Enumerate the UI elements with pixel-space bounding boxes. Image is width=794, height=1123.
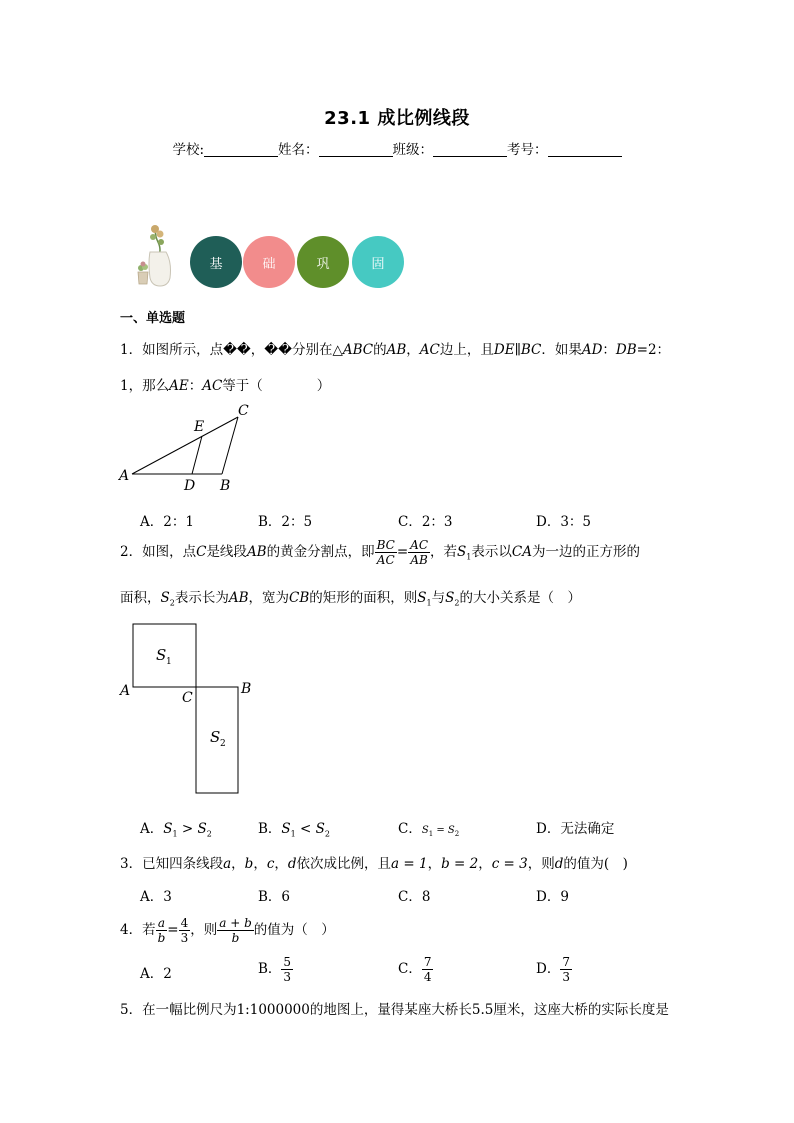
- q2-f1-den: AC: [376, 553, 395, 567]
- q3-text-d: 的值为( ): [563, 856, 628, 872]
- q2-text-c: 的黄金分割点，即: [266, 544, 375, 560]
- school-blank[interactable]: [204, 142, 278, 157]
- q2-text-h: 表示长为: [174, 590, 229, 606]
- q3-c-val: c = 3: [491, 856, 528, 872]
- q2-golden-section-figure: [116, 618, 266, 800]
- q2-text-k: 与: [431, 590, 446, 606]
- badge-gong-label: 巩: [316, 256, 330, 272]
- q3-option-d[interactable]: D．9: [536, 889, 569, 905]
- badge-gu: [352, 236, 404, 288]
- q1-option-c[interactable]: C．2：3: [398, 514, 453, 530]
- q5-line: 5．在一幅比例尺为1:1000000的地图上，量得某座大桥长5.5厘米，这座大桥的实际长度是: [120, 1002, 669, 1018]
- q2-option-c[interactable]: [398, 817, 459, 838]
- q2-option-b[interactable]: [258, 817, 330, 839]
- q2-equals: =: [396, 544, 409, 560]
- q1-option-b[interactable]: B．2：5: [258, 514, 313, 530]
- q4-f-num: a: [156, 916, 168, 931]
- q2-opt-b-op: <: [295, 821, 316, 837]
- q2-cb: CB: [289, 590, 310, 606]
- badge-chu: [243, 236, 295, 288]
- q2-text-b: 是线段: [206, 544, 247, 560]
- q2-opt-b-r: S: [315, 821, 325, 837]
- q4-equals: =: [167, 922, 179, 938]
- q1-comma: ，: [406, 342, 420, 358]
- q3-b: b: [244, 856, 254, 872]
- q4-opt-b-num: 5: [283, 955, 292, 969]
- q1-text-a: 1．如图所示，点��，��分别在: [120, 342, 333, 358]
- fig2-s1-label: S: [156, 646, 167, 664]
- q3-sep-5: ，: [478, 856, 492, 872]
- q1-text-b: 的: [373, 342, 387, 358]
- q1-option-a[interactable]: A．2：1: [140, 514, 194, 530]
- fig1-label-a: A: [119, 468, 130, 484]
- q2-s1: S: [457, 544, 467, 560]
- badge-gu-label: 固: [371, 256, 385, 272]
- name-blank[interactable]: [319, 142, 393, 157]
- number-label: 考号：: [507, 142, 548, 158]
- q2-s1-b: S: [417, 590, 427, 606]
- q3-option-c[interactable]: C．8: [398, 889, 431, 905]
- q2-text-i: ，宽为: [248, 590, 290, 606]
- fig1-label-c: C: [238, 403, 249, 419]
- fig2-s1-sub: 1: [166, 657, 172, 667]
- q2-f1-num: BC: [376, 538, 395, 552]
- q3-sep-4: ，: [427, 856, 442, 872]
- q1-option-d[interactable]: D．3：5: [536, 514, 592, 530]
- q4-opt-d-frac: [560, 955, 572, 984]
- q1-de: DE: [493, 342, 515, 358]
- fig2-label-b: B: [241, 681, 252, 697]
- q2-opt-b-prefix: B．: [258, 821, 282, 837]
- q2-ca: CA: [511, 544, 532, 560]
- fig2-s2-sub: 2: [220, 739, 226, 749]
- q2-opt-c-rs: 2: [454, 830, 460, 838]
- q2-s2-sub: 2: [169, 598, 175, 608]
- q2-text-g: 面积，: [120, 590, 161, 606]
- q2-opt-c-prefix: C．: [398, 821, 422, 837]
- q1-ac-2: AC: [202, 378, 223, 394]
- q2-text-f: 为一边的正方形的: [531, 544, 640, 560]
- q2-text-a: 2．如图，点: [120, 544, 197, 560]
- section-heading: 一、单选题: [120, 311, 186, 326]
- q3-d-2: d: [554, 856, 564, 872]
- q2-option-d[interactable]: D．无法确定: [536, 821, 615, 837]
- q4-opt-d-prefix: D．: [536, 961, 561, 977]
- q1-colon-2: ：: [188, 378, 203, 394]
- q4-opt-c-prefix: C．: [398, 961, 422, 977]
- q4-opt-d-num: 7: [562, 955, 570, 969]
- q4-opt-c-num: 7: [423, 955, 432, 969]
- q4-fraction-a-b: [156, 916, 168, 945]
- q1-colon: ：: [602, 342, 616, 358]
- q2-c: C: [196, 544, 207, 560]
- q3-sep-2: ，: [253, 856, 267, 872]
- q4-opt-d-den: 3: [562, 970, 570, 984]
- fig2-label-c: C: [182, 690, 193, 706]
- q3-d: d: [287, 856, 297, 872]
- fig2-label-a: A: [120, 683, 131, 699]
- q4-fraction-4-3: [179, 916, 191, 945]
- q2-opt-a-l: S: [163, 821, 173, 837]
- q2-opt-a-ls: 1: [172, 829, 178, 839]
- q3-c: c: [266, 856, 275, 872]
- number-blank[interactable]: [548, 142, 622, 157]
- badge-chu-label: 础: [262, 256, 276, 272]
- q4-opt-b-den: 3: [283, 970, 292, 984]
- q4-text-b: ，则: [190, 922, 218, 938]
- q1-ac-1: AC: [419, 342, 440, 358]
- page-title: 23.1 成比例线段: [324, 108, 470, 129]
- q2-fraction-ac-ab: [408, 538, 430, 567]
- q1-parallel: ∥: [514, 342, 521, 358]
- q1-ae: AE: [169, 378, 189, 394]
- fig1-label-d: D: [184, 478, 196, 494]
- fig1-label-b: B: [220, 478, 231, 494]
- q2-fraction-bc-ac: [375, 538, 397, 567]
- q3-b-val: b = 2: [441, 856, 479, 872]
- q4-g-num: 4: [180, 916, 189, 930]
- q2-opt-b-rs: 2: [324, 829, 331, 839]
- badge-gong: [297, 236, 349, 288]
- q2-s2b-sub: 2: [454, 598, 460, 608]
- q3-text-a: 3．已知四条线段: [120, 856, 224, 872]
- q3-option-b[interactable]: B．6: [258, 889, 291, 905]
- q2-line1: [120, 538, 640, 567]
- q2-opt-c-l: S: [421, 825, 429, 836]
- q4-text-c: 的值为（ ）: [253, 922, 335, 938]
- q1-triangle: △ABC: [332, 342, 374, 358]
- q3-option-a[interactable]: A．3: [140, 889, 172, 905]
- q2-s1b-sub: 1: [426, 598, 432, 608]
- q2-s1-sub: 1: [466, 552, 472, 562]
- q2-option-a[interactable]: [140, 817, 212, 839]
- q2-opt-c-op: =: [433, 825, 448, 836]
- plant-vase-icon: [136, 222, 180, 288]
- q4-option-b[interactable]: [258, 955, 293, 984]
- q2-opt-b-l: S: [281, 821, 291, 837]
- q2-line2: [120, 586, 581, 608]
- q2-text-l: 的大小关系是（ ）: [459, 590, 581, 606]
- q3-text-c: ，则: [527, 856, 555, 872]
- q2-opt-a-prefix: A．: [140, 821, 164, 837]
- q1-db: DB: [615, 342, 637, 358]
- q1-text-d: ．如果: [541, 342, 582, 358]
- q1-line1: [120, 338, 670, 358]
- q2-text-d: ，若: [430, 544, 458, 560]
- q4-option-a[interactable]: A．2: [140, 966, 172, 982]
- q2-s2-b: S: [445, 590, 455, 606]
- q2-f2-num: AC: [410, 538, 429, 552]
- q1-ab: AB: [386, 342, 407, 358]
- class-label: 班级：: [392, 142, 434, 158]
- q1-text-f: 等于（ ）: [222, 378, 331, 394]
- fig2-s2-label: S: [210, 728, 221, 746]
- q3-a-val: a = 1: [391, 856, 428, 872]
- q4-g-den: 3: [180, 931, 189, 945]
- q4-h-den: b: [231, 931, 240, 945]
- q4-opt-c-den: 4: [423, 970, 432, 984]
- q1-text-c: 边上，且: [439, 342, 494, 358]
- q4-option-d[interactable]: [536, 955, 572, 984]
- q1-text-e: 1，那么: [120, 378, 170, 394]
- q1-bc: BC: [520, 342, 542, 358]
- badge-ji: [190, 236, 242, 288]
- q4-fraction-apb-b: [217, 916, 254, 945]
- class-blank[interactable]: [433, 142, 507, 157]
- q2-opt-b-ls: 1: [290, 829, 296, 839]
- q4-text-a: 4．若: [120, 922, 156, 938]
- fig1-label-e: E: [194, 419, 205, 435]
- q3-line: [120, 852, 628, 872]
- q2-f2-den: AB: [410, 553, 428, 567]
- school-label: 学校:: [172, 142, 205, 158]
- q2-opt-c-r: S: [447, 825, 455, 836]
- q4-h-num: a + b: [219, 916, 252, 930]
- q2-text-j: 的矩形的面积，则: [309, 590, 418, 606]
- q2-ab: AB: [246, 544, 267, 560]
- q4-option-c[interactable]: [398, 955, 433, 984]
- q4-line: [120, 916, 335, 945]
- q1-triangle-figure: [116, 400, 266, 498]
- q2-ab-2: AB: [228, 590, 249, 606]
- q2-opt-a-op: >: [177, 821, 198, 837]
- q4-opt-b-frac: [281, 955, 293, 984]
- q3-sep-3: ，: [274, 856, 288, 872]
- badge-ji-label: 基: [209, 256, 223, 272]
- q2-s2: S: [160, 590, 170, 606]
- q4-opt-c-frac: [422, 955, 434, 984]
- q2-text-e: 表示以: [471, 544, 512, 560]
- q2-opt-c-math: [422, 825, 459, 836]
- name-label: 姓名：: [278, 142, 319, 158]
- q2-opt-a-r: S: [197, 821, 207, 837]
- q3-text-b: 依次成比例，且: [296, 856, 392, 872]
- q4-f-den: b: [157, 931, 166, 945]
- q2-opt-c-ls: 1: [428, 830, 434, 838]
- q4-opt-b-prefix: B．: [258, 961, 282, 977]
- student-info-line: [0, 138, 794, 158]
- q2-opt-a-rs: 2: [206, 829, 212, 839]
- q1-val: =2：: [636, 342, 671, 358]
- q3-a: a: [223, 856, 232, 872]
- q1-line2: [120, 374, 330, 394]
- q1-ad: AD: [581, 342, 603, 358]
- q3-sep-1: ，: [231, 856, 245, 872]
